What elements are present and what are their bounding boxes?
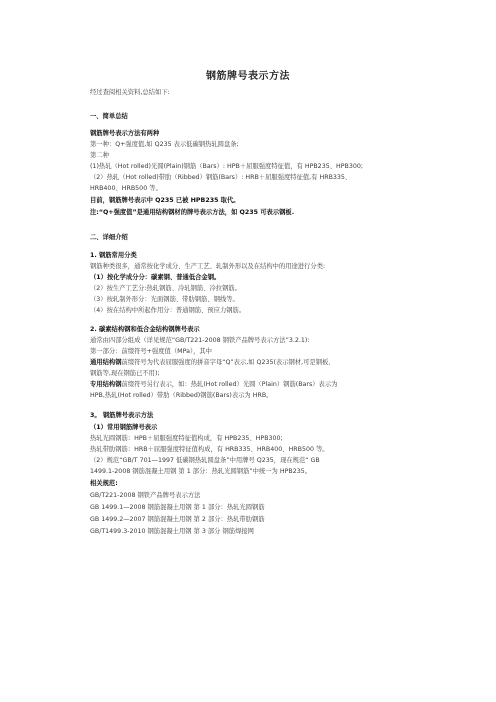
page-title: 钢筋牌号表示方法: [206, 71, 290, 82]
general-steel-label: 通用结构钢: [90, 359, 122, 366]
s2-part2-line-2: 第一部分：前缀符号+强度值（MPa），其中: [90, 348, 212, 355]
s2-part3-line-5: 1499.1-2008 钢筋混凝土用钢 第 1 部分：热轧光圆钢筋”中统一为 HPB235。: [90, 468, 312, 475]
reference-1: GB/T221-2008 钢铁产品牌号表示方法: [90, 492, 201, 499]
s2-part1-heading: 1. 钢筋常用分类: [90, 252, 137, 259]
s1-line-1: 钢筋牌号表示方法有两种: [90, 130, 160, 137]
s2-part2-heading: 2. 碳素结构钢和低合金结构钢牌号表示: [90, 326, 200, 333]
special-steel-label: 专用结构钢: [90, 381, 122, 388]
s1-line-7: 目前，钢筋牌号表示中 Q235 已被 HPB235 取代。: [90, 197, 240, 204]
s2-part1-line-2: （1）按化学成分分：碳素钢、普通低合金钢。: [90, 274, 221, 281]
references-heading: 相关规范:: [90, 480, 118, 487]
s2-part2-line-6: HPB,热轧(Hot rolled）带肋（Ribbed)钢筋(Bars)表示为 HRB。: [90, 392, 273, 399]
s2-part3-heading: 3。 钢筋牌号表示方法: [90, 412, 154, 419]
s2-part1-line-4: （3）按轧制外形分：光面钢筋、带肋钢筋、钢线等。: [90, 296, 239, 303]
s2-part2-line-3: [90, 359, 335, 367]
s2-part2-line-5: [90, 381, 337, 389]
section-1-heading: 一、简单总结: [90, 113, 128, 120]
s2-part3-line-1: （1）常用钢筋牌号表示: [90, 424, 158, 431]
s2-part3-line-2: 热轧光圆钢筋：HPB＋屈服强度特征值构成，有 HPB235、HPB300;: [90, 435, 283, 442]
s1-line-8: 注:“Q+强度值”是通用结构钢材的牌号表示方法，如 Q235 可表示钢板.: [90, 209, 295, 216]
general-steel-text: 前缀符号为代表屈服强度的拼音字母“Q”表示,如 Q235(表示钢材,可是钢板、: [121, 359, 335, 366]
s1-line-5: （2）热轧（Hot rolled)带肋（Ribbed）钢筋(Bars）: HRB＋屈服强度特征值,有 HRB335、: [90, 174, 352, 181]
reference-3: GB 1499.2—2007 钢筋混凝土用钢 第 2 部分：热轧带肋钢筋: [90, 516, 265, 523]
s2-part2-line-4: 钢筋等,现在钢筋已不用);: [90, 370, 160, 377]
s1-line-3: 第二种: [90, 152, 109, 159]
intro-text: 经过查阅相关资料,总结如下:: [90, 89, 170, 96]
s1-line-6: HRB400、HRB500 等。: [90, 185, 162, 192]
s2-part1-line-3: （2）按生产工艺分:热轧钢筋、冷轧钢筋、冷拉钢筋。: [90, 285, 241, 292]
section-2-heading: 二、详细介绍: [90, 234, 128, 241]
s1-line-4: (1)热轧（Hot rolled)光圆(Plain)钢筋（Bars）: HPB＋屈服强度特征值，有 HPB235、HPB300;: [90, 163, 363, 170]
s2-part3-line-4: （2）规范“GB/T 701—1997 低碳钢热轧圆盘条”中用牌号 Q235，现在规范“ GB: [90, 457, 320, 464]
s1-line-2: 第一种：Q+强度值,如 Q235 表示低碳钢热轧圆盘条;: [90, 141, 239, 148]
special-steel-text: 前缀符号另行表示，如：热轧(Hot rolled）光圆（Plain）钢筋(Bars）表示为: [121, 381, 338, 388]
s2-part1-line-1: 钢筋种类很多，通常按化学成分、生产工艺、轧制外形以及在结构中的用途进行分类:: [90, 263, 326, 270]
s2-part3-line-3: 热轧带肋钢筋：HRB＋屈服强度特征值构成，有 HRB335、HRB400、HRB500 等。: [90, 446, 329, 453]
reference-4: GB/T1499.3-2010 钢筋混凝土用钢 第 3 部分 钢筋焊接网: [90, 528, 254, 535]
reference-2: GB 1499.1—2008 钢筋混凝土用钢 第 1 部分：热轧光圆钢筋: [90, 504, 265, 511]
s2-part1-line-5: （4）按在结构中所起作用分：普通钢筋、预应力钢筋。: [90, 307, 246, 314]
s2-part2-line-1: 通常由四部分组成（详见规范“GB/T221-2008 钢铁产品牌号表示方法”3.2.1):: [90, 337, 310, 344]
